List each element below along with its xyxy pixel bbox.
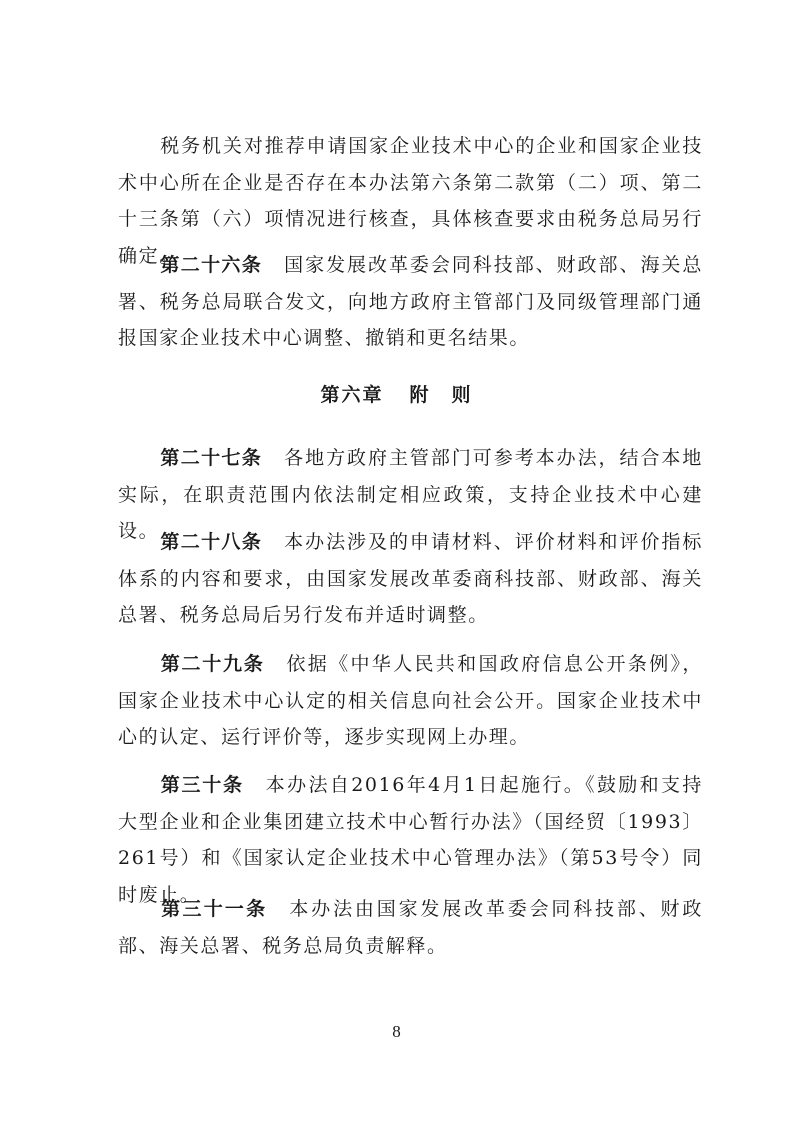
paragraph-text: 税务机关对推荐申请国家企业技术中心的企业和国家企业技术中心所在企业是否存在本办法第六条第二款第（二）项、第二十三条第（六）项情况进行核查，具体核查要求由税务总局另行确定。 — [118, 135, 703, 267]
article-number: 第三十一条 — [160, 898, 268, 920]
chapter-number: 第六章 — [320, 384, 384, 406]
article-text: 依据《中华人民共和国政府信息公开条例》，国家企业技术中心认定的相关信息向社会公开。国家企业技术中心的认定、运行评价等，逐步实现网上办理。 — [118, 653, 703, 748]
article-text: 国家发展改革委会同科技部、财政部、海关总署、税务总局联合发文，向地方政府主管部门及同级管理部门通报国家企业技术中心调整、撤销和更名结果。 — [118, 254, 703, 349]
article-number: 第二十七条 — [160, 447, 263, 469]
article-number: 第三十条 — [160, 774, 244, 796]
article-26 — [118, 247, 703, 357]
chapter-title: 附 则 — [409, 384, 473, 406]
article-text: 本办法涉及的申请材料、评价材料和评价指标体系的内容和要求，由国家发展改革委商科技部、财政部、海关总署、税务总局后另行发布并适时调整。 — [118, 531, 703, 626]
article-31 — [118, 891, 703, 964]
article-text: 本办法由国家发展改革委会同科技部、财政部、海关总署、税务总局负责解释。 — [118, 898, 703, 957]
article-number: 第二十六条 — [160, 254, 263, 276]
article-number: 第二十八条 — [160, 531, 263, 553]
article-text: 本办法自2016年4月1日起施行。《鼓励和支持大型企业和企业集团建立技术中心暂行办法》（国经贸〔1993〕261号）和《国家认定企业技术中心管理办法》（第53号令）同时废止。 — [118, 774, 703, 906]
article-text: 各地方政府主管部门可参考本办法，结合本地实际，在职责范围内依法制定相应政策，支持企业技术中心建设。 — [118, 447, 703, 542]
article-number: 第二十九条 — [160, 653, 265, 675]
article-29 — [118, 646, 703, 756]
article-28 — [118, 524, 703, 634]
chapter-heading — [0, 380, 793, 407]
page-number: 8 — [392, 1022, 401, 1041]
